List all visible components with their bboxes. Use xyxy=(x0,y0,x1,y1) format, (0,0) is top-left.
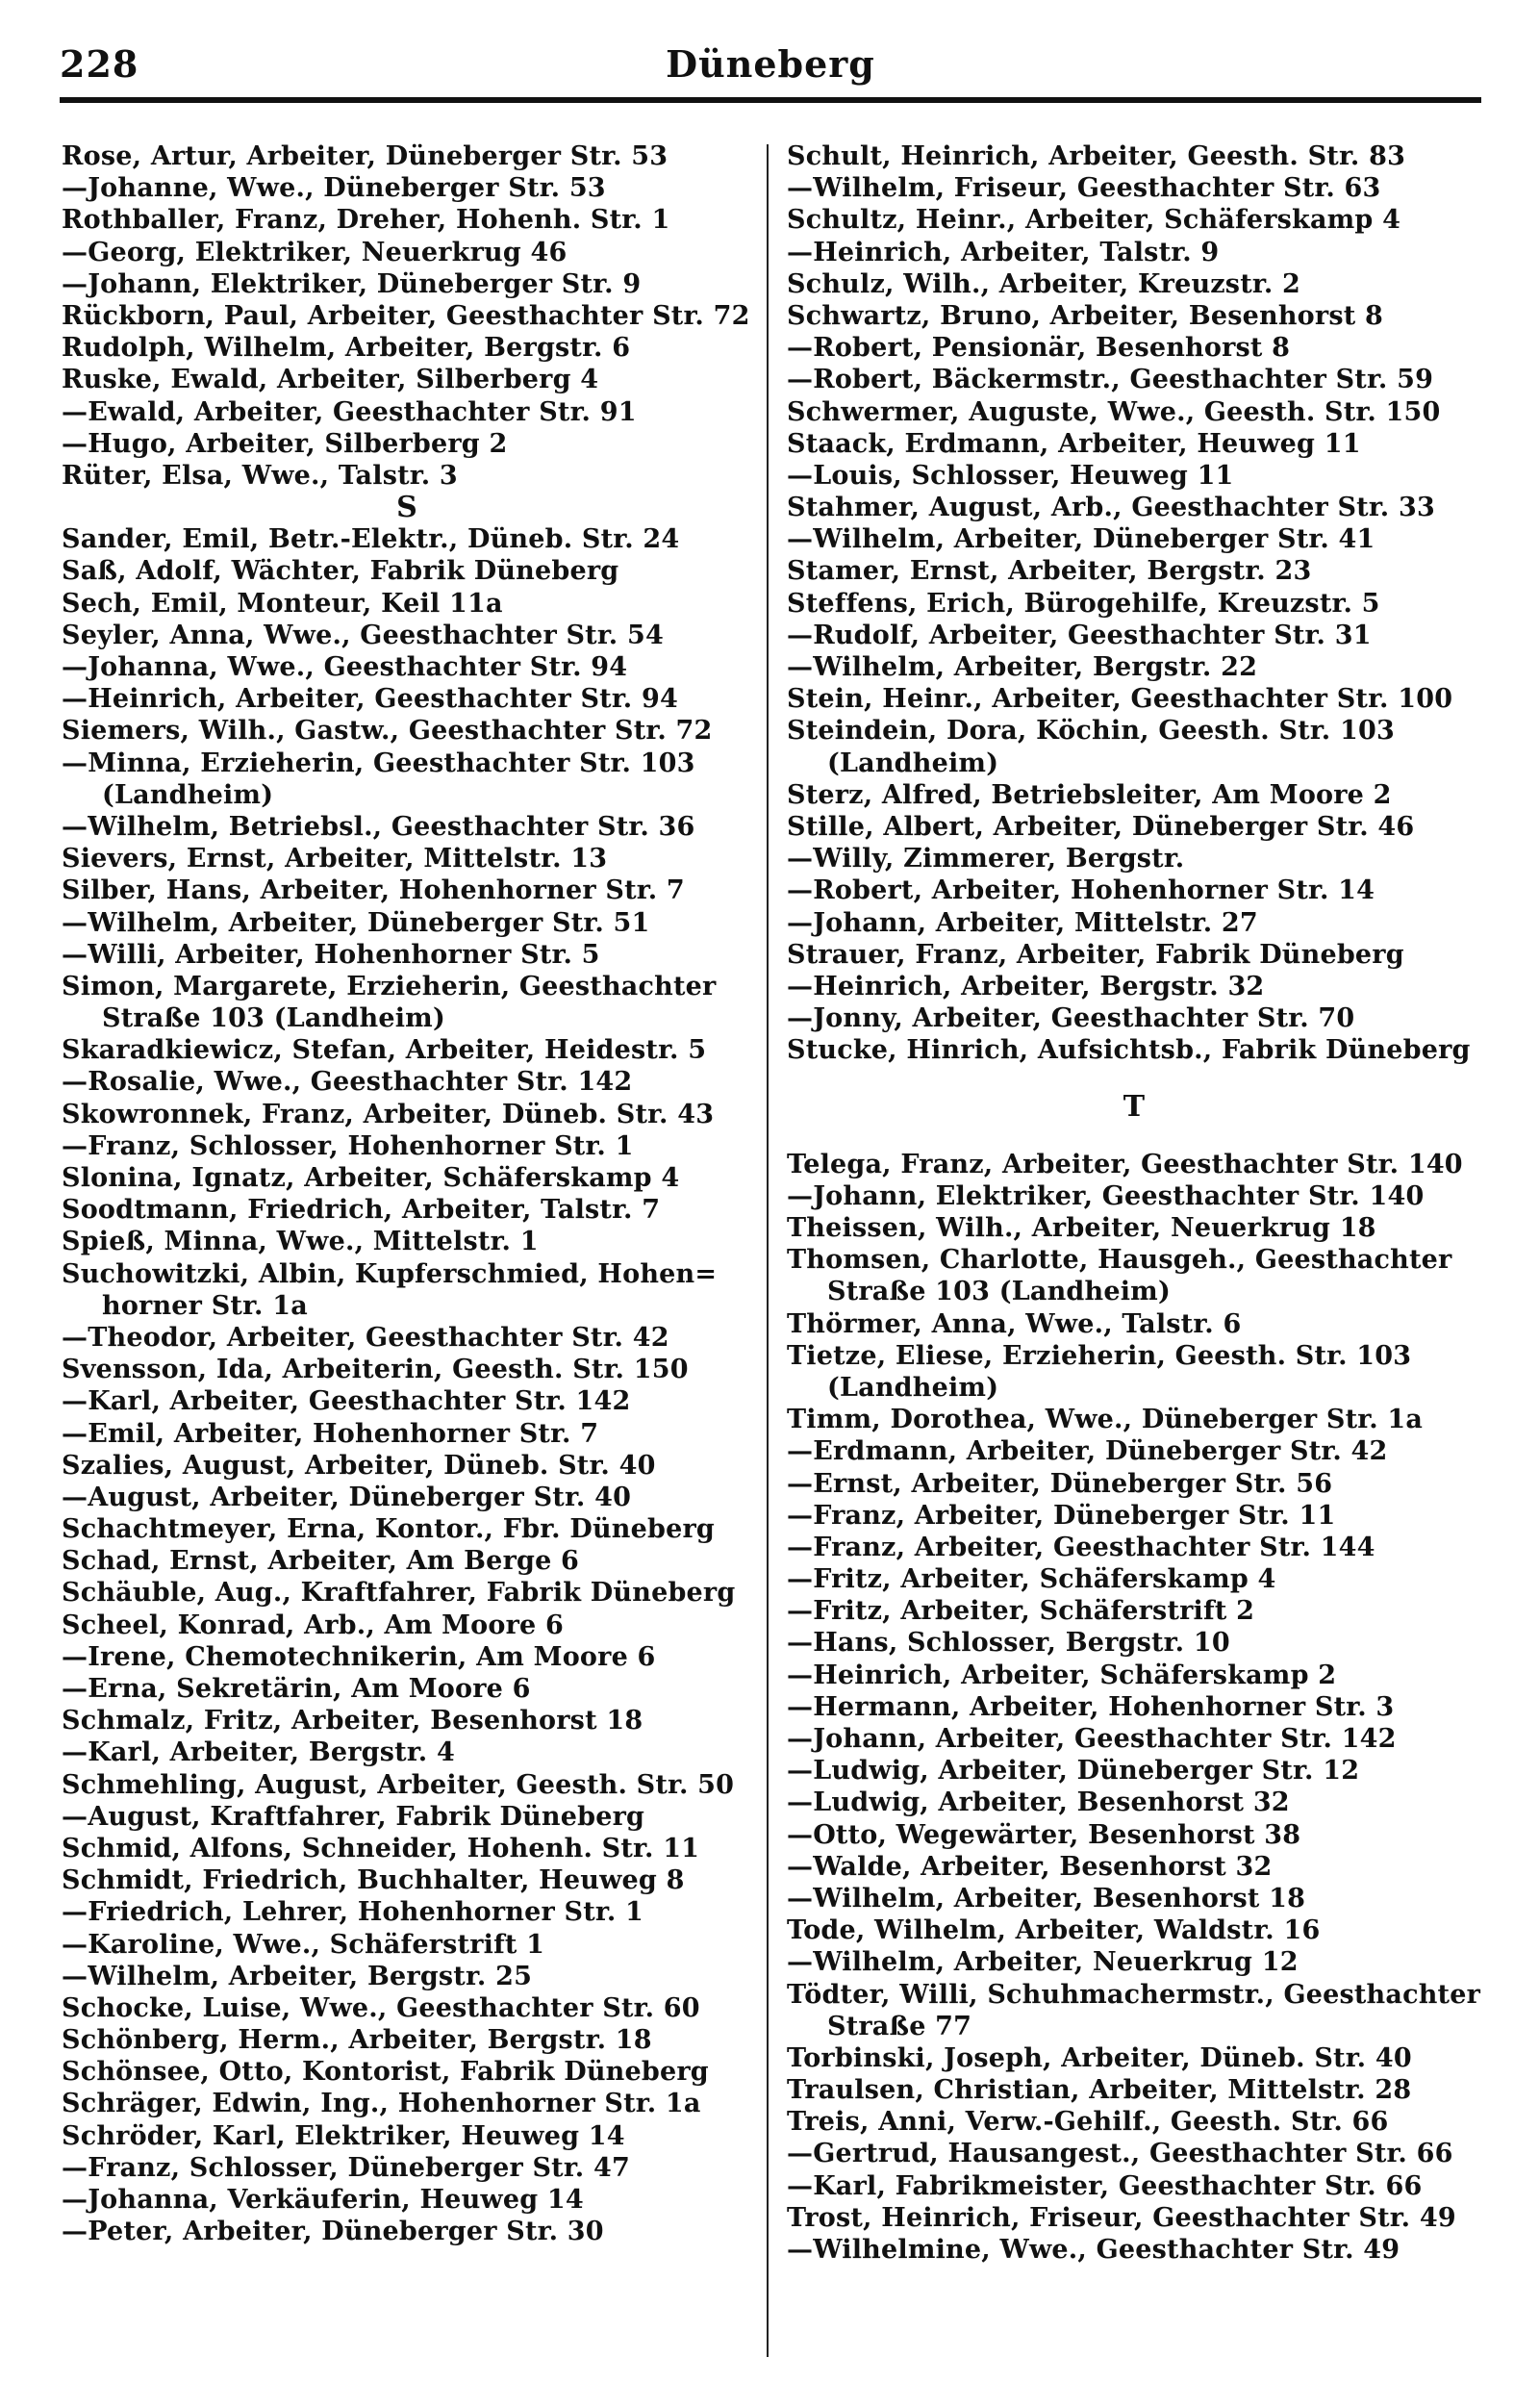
running-title: Düneberg xyxy=(666,42,875,86)
directory-entry: Schäuble, Aug., Kraftfahrer, Fabrik Düneberg xyxy=(62,1578,736,1609)
section-letter: T xyxy=(1123,1091,1146,1124)
directory-entry: —Ludwig, Arbeiter, Besenhorst 32 xyxy=(787,1787,1290,1818)
directory-entry: Schönberg, Herm., Arbeiter, Bergstr. 18 xyxy=(62,2025,652,2056)
directory-entry: —Karoline, Wwe., Schäferstrift 1 xyxy=(62,1929,545,1960)
directory-entry: —Heinrich, Arbeiter, Geesthachter Str. 94 xyxy=(62,684,678,715)
directory-entry: Trost, Heinrich, Friseur, Geesthachter Str. 49 xyxy=(787,2202,1456,2233)
directory-entry: Siemers, Wilh., Gastw., Geesthachter Str. 72 xyxy=(62,716,713,747)
directory-entry: —Franz, Arbeiter, Düneberger Str. 11 xyxy=(787,1500,1336,1531)
directory-entry: Skowronnek, Franz, Arbeiter, Düneb. Str. 43 xyxy=(62,1099,715,1129)
directory-entry: Stucke, Hinrich, Aufsichtsb., Fabrik Düneberg xyxy=(787,1035,1471,1066)
directory-entry: —Irene, Chemotechnikerin, Am Moore 6 xyxy=(62,1641,656,1672)
directory-entry: —Fritz, Arbeiter, Schäferskamp 4 xyxy=(787,1564,1276,1595)
directory-entry: Staack, Erdmann, Arbeiter, Heuweg 11 xyxy=(787,428,1361,459)
directory-entry: —Wilhelm, Friseur, Geesthachter Str. 63 xyxy=(787,173,1381,204)
directory-entry: —Johann, Elektriker, Düneberger Str. 9 xyxy=(62,268,642,299)
directory-entry: (Landheim) xyxy=(827,1372,999,1403)
directory-entry: Telega, Franz, Arbeiter, Geesthachter Str. 140 xyxy=(787,1149,1463,1179)
directory-entry: —Karl, Arbeiter, Bergstr. 4 xyxy=(62,1737,455,1768)
directory-entry: —Theodor, Arbeiter, Geesthachter Str. 42 xyxy=(62,1322,669,1353)
directory-entry: Schocke, Luise, Wwe., Geesthachter Str. 60 xyxy=(62,1992,700,2023)
directory-entry: —Franz, Schlosser, Hohenhorner Str. 1 xyxy=(62,1130,634,1161)
directory-entry: —Gertrud, Hausangest., Geesthachter Str. 66 xyxy=(787,2139,1453,2169)
directory-entry: Schultz, Heinr., Arbeiter, Schäferskamp 4 xyxy=(787,205,1401,236)
directory-entry: Saß, Adolf, Wächter, Fabrik Düneberg xyxy=(62,556,619,587)
directory-entry: horner Str. 1a xyxy=(102,1290,308,1321)
directory-entry: —Wilhelm, Arbeiter, Neuerkrug 12 xyxy=(787,1947,1299,1978)
directory-entry: Schult, Heinrich, Arbeiter, Geesth. Str. 83 xyxy=(787,141,1406,171)
directory-entry: Schmidt, Friedrich, Buchhalter, Heuweg 8 xyxy=(62,1865,685,1896)
directory-entry: Schmalz, Fritz, Arbeiter, Besenhorst 18 xyxy=(62,1706,643,1736)
directory-entry: —Johann, Elektriker, Geesthachter Str. 140 xyxy=(787,1180,1425,1211)
directory-entry: Strauer, Franz, Arbeiter, Fabrik Düneberg xyxy=(787,939,1404,970)
directory-entry: Seyler, Anna, Wwe., Geesthachter Str. 54 xyxy=(62,620,664,650)
directory-entry: —Willi, Arbeiter, Hohenhorner Str. 5 xyxy=(62,939,600,970)
page-number: 228 xyxy=(60,42,139,86)
directory-entry: (Landheim) xyxy=(102,779,274,810)
directory-entry: —Rudolf, Arbeiter, Geesthachter Str. 31 xyxy=(787,620,1372,650)
directory-entry: —Georg, Elektriker, Neuerkrug 46 xyxy=(62,237,568,267)
directory-entry: —Hans, Schlosser, Bergstr. 10 xyxy=(787,1628,1230,1659)
directory-entry: —Wilhelmine, Wwe., Geesthachter Str. 49 xyxy=(787,2235,1400,2265)
directory-entry: Spieß, Minna, Wwe., Mittelstr. 1 xyxy=(62,1227,539,1257)
directory-entry: —Minna, Erzieherin, Geesthachter Str. 103 xyxy=(62,748,695,778)
directory-entry: Sech, Emil, Monteur, Keil 11a xyxy=(62,588,503,619)
section-gap xyxy=(787,1124,1481,1149)
section-gap xyxy=(787,1066,1481,1091)
directory-entry: Traulsen, Christian, Arbeiter, Mittelstr. 28 xyxy=(787,2075,1412,2106)
directory-entry: Schräger, Edwin, Ing., Hohenhorner Str. 1a xyxy=(62,2089,701,2119)
directory-entry: —Friedrich, Lehrer, Hohenhorner Str. 1 xyxy=(62,1897,644,1928)
directory-entry: Straße 103 (Landheim) xyxy=(102,1003,445,1034)
directory-entry: Schachtmeyer, Erna, Kontor., Fbr. Düneberg xyxy=(62,1514,715,1545)
directory-entry: —Franz, Arbeiter, Geesthachter Str. 144 xyxy=(787,1532,1375,1562)
directory-entry: —Rosalie, Wwe., Geesthachter Str. 142 xyxy=(62,1067,633,1098)
directory-entry: Straße 103 (Landheim) xyxy=(827,1277,1171,1307)
header-rule xyxy=(60,97,1481,103)
directory-entry: Treis, Anni, Verw.-Gehilf., Geesth. Str. 66 xyxy=(787,2107,1389,2138)
directory-entry: Soodtmann, Friedrich, Arbeiter, Talstr. 7 xyxy=(62,1195,661,1226)
directory-entry: —Karl, Arbeiter, Geesthachter Str. 142 xyxy=(62,1386,631,1417)
directory-entry: Schwermer, Auguste, Wwe., Geesth. Str. 150 xyxy=(787,396,1441,427)
directory-entry: —Otto, Wegewärter, Besenhorst 38 xyxy=(787,1819,1301,1850)
directory-entry: Rüter, Elsa, Wwe., Talstr. 3 xyxy=(62,460,458,491)
directory-entry: Scheel, Konrad, Arb., Am Moore 6 xyxy=(62,1610,564,1640)
directory-entry: Rudolph, Wilhelm, Arbeiter, Bergstr. 6 xyxy=(62,333,631,364)
directory-entry: Steffens, Erich, Bürogehilfe, Kreuzstr. 5 xyxy=(787,588,1380,619)
directory-entry: —Ernst, Arbeiter, Düneberger Str. 56 xyxy=(787,1468,1333,1499)
directory-entry: —Robert, Bäckermstr., Geesthachter Str. 59 xyxy=(787,365,1434,395)
left-column xyxy=(62,140,752,2247)
directory-entry: —Wilhelm, Arbeiter, Düneberger Str. 51 xyxy=(62,907,650,938)
directory-entry: Tödter, Willi, Schuhmachermstr., Geesthachter xyxy=(787,1979,1481,2010)
directory-entry: —Fritz, Arbeiter, Schäferstrift 2 xyxy=(787,1596,1255,1627)
directory-entry: Straße 77 xyxy=(827,2011,972,2041)
directory-entry: —Louis, Schlosser, Heuweg 11 xyxy=(787,460,1234,491)
directory-entry: Steindein, Dora, Köchin, Geesth. Str. 103 xyxy=(787,716,1395,747)
directory-entry: —Walde, Arbeiter, Besenhorst 32 xyxy=(787,1851,1273,1882)
directory-entry: —Robert, Pensionär, Besenhorst 8 xyxy=(787,333,1291,364)
directory-entry: —Wilhelm, Arbeiter, Besenhorst 18 xyxy=(787,1883,1306,1914)
directory-entry: —Johann, Arbeiter, Mittelstr. 27 xyxy=(787,907,1258,938)
directory-entry: —Jonny, Arbeiter, Geesthachter Str. 70 xyxy=(787,1003,1355,1034)
directory-entry: Schmid, Alfons, Schneider, Hohenh. Str. 11 xyxy=(62,1833,700,1863)
directory-entry: Schönsee, Otto, Kontorist, Fabrik Düneberg xyxy=(62,2057,709,2088)
directory-entry: Thomsen, Charlotte, Hausgeh., Geesthachter xyxy=(787,1245,1452,1276)
directory-entry: Stille, Albert, Arbeiter, Düneberger Str. 46 xyxy=(787,811,1415,842)
directory-entry: Simon, Margarete, Erzieherin, Geesthachter xyxy=(62,971,717,1001)
directory-entry: —Johann, Arbeiter, Geesthachter Str. 142 xyxy=(787,1724,1397,1754)
directory-entry: —Hermann, Arbeiter, Hohenhorner Str. 3 xyxy=(787,1691,1395,1722)
directory-entry: —Johanna, Wwe., Geesthachter Str. 94 xyxy=(62,652,628,682)
page-header xyxy=(60,42,1481,100)
directory-entry: Szalies, August, Arbeiter, Düneb. Str. 40 xyxy=(62,1450,656,1481)
directory-entry: Schulz, Wilh., Arbeiter, Kreuzstr. 2 xyxy=(787,268,1301,299)
directory-entry: Theissen, Wilh., Arbeiter, Neuerkrug 18 xyxy=(787,1213,1376,1243)
directory-entry: Rückborn, Paul, Arbeiter, Geesthachter Str. 72 xyxy=(62,300,750,331)
directory-entry: Suchowitzki, Albin, Kupferschmied, Hohen= xyxy=(62,1258,718,1289)
directory-entry: Schröder, Karl, Elektriker, Heuweg 14 xyxy=(62,2120,625,2151)
directory-entry: Torbinski, Joseph, Arbeiter, Düneb. Str. 40 xyxy=(787,2042,1412,2073)
directory-entry: —Hugo, Arbeiter, Silberberg 2 xyxy=(62,428,508,459)
directory-entry: —Franz, Schlosser, Düneberger Str. 47 xyxy=(62,2152,630,2183)
directory-entry: —Heinrich, Arbeiter, Bergstr. 32 xyxy=(787,971,1265,1001)
directory-entry: —Willy, Zimmerer, Bergstr. xyxy=(787,844,1185,874)
directory-entry: —Erdmann, Arbeiter, Düneberger Str. 42 xyxy=(787,1436,1388,1467)
directory-entry: Ruske, Ewald, Arbeiter, Silberberg 4 xyxy=(62,365,599,395)
directory-entry: —August, Kraftfahrer, Fabrik Düneberg xyxy=(62,1801,645,1832)
right-column xyxy=(787,140,1481,2266)
directory-entry: Thörmer, Anna, Wwe., Talstr. 6 xyxy=(787,1308,1242,1339)
directory-entry: —August, Arbeiter, Düneberger Str. 40 xyxy=(62,1482,632,1512)
directory-entry: —Ludwig, Arbeiter, Düneberger Str. 12 xyxy=(787,1756,1360,1787)
directory-entry: Sievers, Ernst, Arbeiter, Mittelstr. 13 xyxy=(62,844,608,874)
directory-entry: —Heinrich, Arbeiter, Talstr. 9 xyxy=(787,237,1220,267)
directory-entry: Timm, Dorothea, Wwe., Düneberger Str. 1a xyxy=(787,1405,1424,1435)
directory-entry: (Landheim) xyxy=(827,748,999,778)
directory-entry: —Heinrich, Arbeiter, Schäferskamp 2 xyxy=(787,1660,1337,1690)
directory-entry: Stein, Heinr., Arbeiter, Geesthachter Str. 100 xyxy=(787,684,1453,715)
directory-entry: —Wilhelm, Arbeiter, Bergstr. 22 xyxy=(787,652,1258,682)
directory-entry: Tode, Wilhelm, Arbeiter, Waldstr. 16 xyxy=(787,1915,1321,1946)
section-letter: S xyxy=(396,492,417,524)
directory-entry: —Peter, Arbeiter, Düneberger Str. 30 xyxy=(62,2217,604,2247)
directory-entry: Sander, Emil, Betr.-Elektr., Düneb. Str. 24 xyxy=(62,524,680,555)
directory-entry: —Robert, Arbeiter, Hohenhorner Str. 14 xyxy=(787,875,1375,906)
directory-entry: Rothballer, Franz, Dreher, Hohenh. Str. 1 xyxy=(62,205,670,236)
directory-entry: Schwartz, Bruno, Arbeiter, Besenhorst 8 xyxy=(787,300,1383,331)
directory-entry: —Wilhelm, Arbeiter, Bergstr. 25 xyxy=(62,1961,533,1991)
directory-entry: Schmehling, August, Arbeiter, Geesth. Str. 50 xyxy=(62,1769,735,1800)
directory-entry: Stamer, Ernst, Arbeiter, Bergstr. 23 xyxy=(787,556,1312,587)
directory-entry: —Karl, Fabrikmeister, Geesthachter Str. 66 xyxy=(787,2170,1423,2201)
directory-entry: —Ewald, Arbeiter, Geesthachter Str. 91 xyxy=(62,396,637,427)
directory-entry: —Erna, Sekretärin, Am Moore 6 xyxy=(62,1674,531,1704)
directory-entry: Schad, Ernst, Arbeiter, Am Berge 6 xyxy=(62,1546,580,1577)
directory-entry: Slonina, Ignatz, Arbeiter, Schäferskamp 4 xyxy=(62,1163,680,1193)
directory-entry: —Emil, Arbeiter, Hohenhorner Str. 7 xyxy=(62,1418,599,1449)
directory-entry: —Wilhelm, Betriebsl., Geesthachter Str. 36 xyxy=(62,811,695,842)
directory-entry: —Johanna, Verkäuferin, Heuweg 14 xyxy=(62,2185,584,2215)
directory-entry: —Johanne, Wwe., Düneberger Str. 53 xyxy=(62,173,606,204)
directory-entry: Skaradkiewicz, Stefan, Arbeiter, Heidestr. 5 xyxy=(62,1035,707,1066)
directory-entry: Svensson, Ida, Arbeiterin, Geesth. Str. 150 xyxy=(62,1355,689,1385)
directory-entry: Stahmer, August, Arb., Geesthachter Str. 33 xyxy=(787,493,1435,523)
directory-entry: Tietze, Eliese, Erzieherin, Geesth. Str. 103 xyxy=(787,1340,1412,1371)
column-divider xyxy=(767,144,769,2357)
directory-entry: Silber, Hans, Arbeiter, Hohenhorner Str. 7 xyxy=(62,875,685,906)
directory-entry: Rose, Artur, Arbeiter, Düneberger Str. 53 xyxy=(62,141,669,171)
directory-entry: —Wilhelm, Arbeiter, Düneberger Str. 41 xyxy=(787,524,1375,555)
directory-entry: Sterz, Alfred, Betriebsleiter, Am Moore 2 xyxy=(787,779,1392,810)
